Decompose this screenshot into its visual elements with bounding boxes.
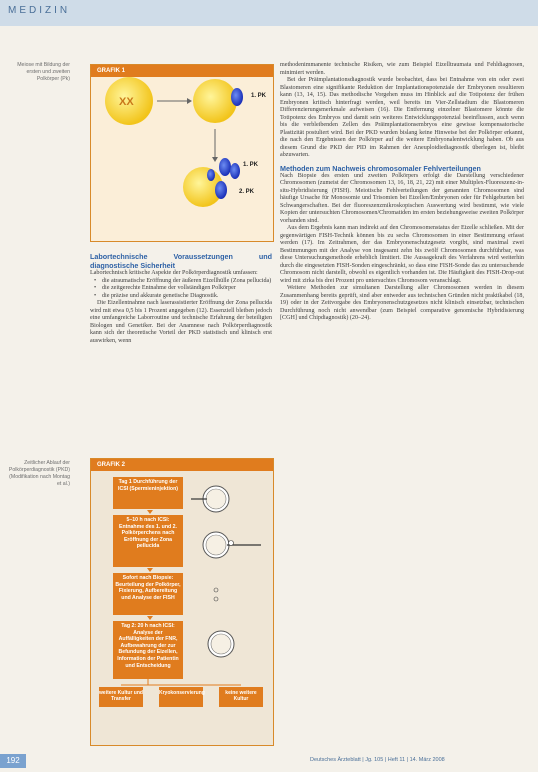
meiosis-diagram — [91, 77, 273, 240]
list-item: • die atraumatische Eröffnung der äußeren Eizellhülle (Zona pellucida) — [90, 278, 272, 286]
right-paragraph-1: methodenimmanente technische Risiken, wie zum Beispiel Eizelltraumata und Fehldiagnosen, minimiert werden. — [280, 62, 524, 76]
polar-body-1 — [231, 88, 243, 106]
left-intro: Labortechnisch kritische Aspekte der Polkörperdiagnostik umfassen: — [90, 270, 258, 276]
margin-note-grafik-2: Zeitlicher Ablauf der Polkörperdiagnostik (PKD) (Modifikation nach Montag et al.) — [8, 460, 70, 487]
list-item: • die zeitgerechte Entnahme der vollständigen Polkörper — [90, 285, 272, 293]
right-heading: Methoden zum Nachweis chromosomaler Fehlverteilungen — [280, 163, 481, 173]
grafik-2-figure — [90, 458, 274, 746]
aspects-list — [90, 278, 272, 301]
label-1pk-b: 1. PK — [243, 162, 259, 168]
flow-step-2: 5–10 h nach ICSI: Entnahme des 1. und 2. Polkörperchens nach Eröffnung der Zona pellucida — [113, 515, 183, 567]
left-heading: Labortechnische Voraussetzungen und diagnostische Sicherheit — [90, 252, 272, 270]
flow-step-1: Tag 1 Durchführung der ICSI (Spermieninjektion) — [113, 477, 183, 509]
svg-text:XX: XX — [119, 96, 134, 108]
outcome-cryo: Kryokonservierung — [159, 687, 203, 707]
grafik-2-title: GRAFIK 2 — [91, 459, 273, 471]
label-1pk: 1. PK — [251, 93, 267, 99]
flow-step-3: Sofort nach Biopsie: Beurteilung der Polkörper, Fixierung, Aufbereitung und Analyse der FISH — [113, 573, 183, 615]
list-item: • die präzise und akkurate genetische Diagnostik. — [90, 293, 272, 301]
right-paragraph-2: Bei der Präimplantationsdiagnostik wurde beobachtet, dass bei Entnahme von ein oder zwei Blastomeren eine signifikante Reduktion der Implantationspotenziale der Embryonen resultieren kann (13, 14, 15). Das methodische Vorgehen muss im Hinblick auf die Totipotenz der frühen Embryonen kritisch hinterfragt werden, weil bereits im Vier-Zellstadium die Blastomeren Differenzierungsmerkmale aufweisen (16). Die Entfernung einzelner Blastomere könnte die Totipotenz des Embryos und damit sein weiteres Entwicklungspotenzial beeinflussen, auch wenn bis die verbleibenden Zellen des Präimplantationsembryos eine gewisse kompensatorische Plastizität postuliert wird. Bei der PKD wurden bislang keine Hinweise bei der Polkörper erkannt, die nach den Ergebnissen der Polkörper auf die weitere Embryonalentwicklung haben. Ob aus diesem Grund die PKD der PID im Rahmen der Aneuploidiediagnostik überlegen ist, bleibt abzuwarten. — [280, 77, 524, 158]
flow-step-4: Tag 2: 20 h nach ICSI: Analyse der Auffälligkeiten der FNR, Aufbewahrung der zur Befundung der Eizellen, Information der Patientin und Entscheidung — [113, 621, 183, 679]
page-number: 192 — [0, 754, 26, 768]
right-paragraph-4: Aus dem Ergebnis kann man indirekt auf den Chromosomenstatus der Eizelle schließen. Mit der gegenwärtigen FISH-Technik können bis zu sechs Chromosomen in einer Bestimmung erfasst werden (17). Im Zeitrahmen, der das Embryonenschutzgesetz vorgibt, sind maximal zwei Bestimmungen mit der Analyse von insgesamt zehn bis zwölf Chromosomen durchführbar, was diese Untersuchungsmethode erheblich limitiert. Die Aussagekraft des Verfahrens wird weiterhin durch die eingesetzten FISH-Sonden eingeschränkt, so dass eine FISH-Sonde das zu untersuchende Chromosom nicht darstellt, obwohl es eigentlich vorhanden ist. Die Häufigkeit des FISH-Drop-out wird mit zirka bis drei Prozent pro untersuchtes Chromosom veranschlagt. — [280, 225, 524, 284]
left-text-column — [90, 248, 272, 345]
outcome-no-culture: keine weitere Kultur — [219, 687, 263, 707]
grafik-1-title: GRAFIK 1 — [91, 65, 273, 77]
section-header-bar — [0, 0, 538, 26]
polar-body-1b — [219, 158, 231, 176]
section-label: MEDIZIN — [8, 5, 71, 16]
oocyte-cell-2 — [193, 79, 237, 123]
right-paragraph-5: Weitere Methoden zur simultanen Darstellung aller Chromosomen werden in diesem Zusammenhang bereits geprüft, sind aber entweder aus technischen Gründen nicht praktikabel (18, 19) oder in der Zeitvorgabe des Embryonenschutzgesetzes nicht klinisch einsetzbar, technischen Durchführung noch nicht anwendbar (zum Beispiel comparative genomische Hybridisierung [CGH] und Chipdiagnostik) (20–24). — [280, 285, 524, 321]
margin-note-grafik-1: Meiose mit Bildung der ersten und zweiten Polkörper (Pk) — [17, 62, 70, 82]
right-paragraph-3: Nach Biopsie des ersten und zweiten Polkörpers erfolgt die Darstellung verschiedener Chromosomen (zumeist der Chromosomen 13, 16, 18, 21, 22) mit einer Multiplex-Fluoreszenz-in-situ-Hybridisierung (FISH). Meiotische Fehlverteilungen der genannten Chromosomen sind häufige Ursache für Monosomie und Trisomien bei Eizellen/Embryonen oder für Fehlgeburten bei Schwangerschaften. Bei der fluoreszenzmikroskopischen Auswertung wird bestimmt, wie viele Kopien der untersuchten Chromosomen/Chromatiden im ersten beziehungsweise zweiten Polkörper vorhanden sind. — [280, 172, 524, 224]
right-text-column — [280, 62, 524, 323]
journal-source: Deutsches Ärzteblatt | Jg. 105 | Heft 11 | 14. März 2008 — [310, 757, 445, 763]
label-2pk: 2. PK — [239, 189, 255, 195]
outcome-transfer: weitere Kultur und Transfer — [99, 687, 143, 707]
polar-body-2 — [215, 181, 227, 199]
left-paragraph: Die Eizellentnahme nach laserassistierter Eröffnung der Zona pellucida wird mit etwa 0,5 bis 1 Prozent angegeben (12). Essenziell bleiben jedoch eine umfangreiche Laborroutine und technische Erfahrung der beteiligten Biologen und Genetiker. Bei der Anamnese nach Polkörperdiagnostik kann sich der theoretische Vorteil der PKD statistisch und klinisch erst auswirken, wenn — [90, 300, 272, 344]
grafik-1-figure — [90, 64, 274, 242]
